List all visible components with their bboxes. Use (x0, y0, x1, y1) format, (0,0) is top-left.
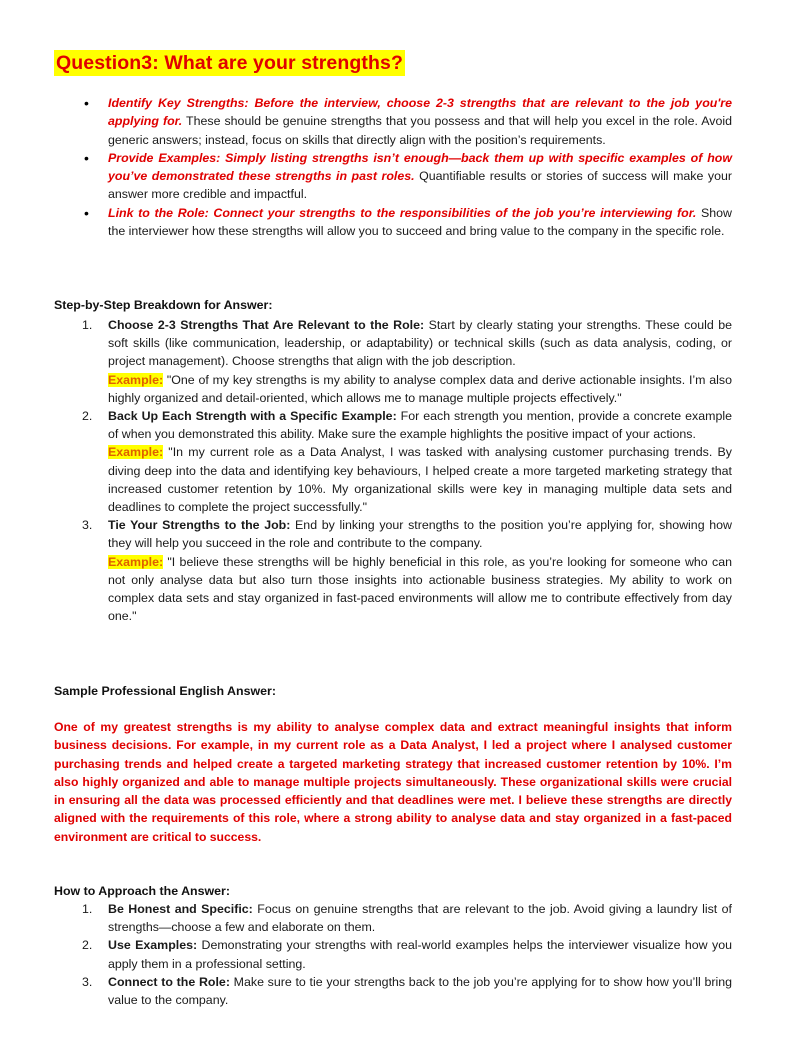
tip-text: These should be genuine strengths that you possess and that will help you excel in the role. Avoid generic answers; instead, focus on skills that directly align with the position’s requirements. (108, 114, 732, 147)
step-lead: Choose 2-3 Strengths That Are Relevant to the Role: (108, 318, 425, 332)
step-lead: Tie Your Strengths to the Job: (108, 518, 291, 533)
step-lead: Back Up Each Strength with a Specific Example: (108, 409, 397, 424)
step-number: 2. (82, 938, 93, 953)
step-lead: Be Honest and Specific: (108, 902, 253, 916)
step-text: Demonstrating your strengths with real-world examples helps the interviewer visualize how you apply them in a professional setting. (108, 938, 733, 971)
list-item (84, 94, 732, 149)
list-item (82, 936, 733, 972)
sample-answer-text: One of my greatest strengths is my ability to analyse complex data and extract meaningful insights that inform business decisions. For example, in my current role as a Data Analyst, I led a project where I analysed customer purchasing trends and helped create a targeted marketing strategy that increased customer retention by 10%. I’m also highly organized and able to manage multiple projects simultaneously. These organizational skills were crucial in ensuring all the data was processed efficiently and that deadlines were met. I believe these strengths are directly aligned with the requirements of this role, where a strong ability to analyse data and stay organized in a fast-paced environment are critical to success. (54, 720, 732, 844)
step-number: 3. (82, 518, 93, 533)
example-text: "I believe these strengths will be highly beneficial in this role, as you’re looking for someone who can not only analyse data but also turn those insights into actionable business strategies. My ability to work on complex data sets and stay organized in fast-paced environments will allow me to contribute effectively from day one." (108, 554, 732, 624)
sample-heading: Sample Professional English Answer: (54, 684, 276, 698)
step-number: 1. (82, 318, 93, 332)
approach-steps-list (82, 900, 733, 1009)
step-text: Make sure to tie your strengths back to the job you’re applying for to show how you’ll bring value to the company. (108, 974, 732, 1008)
step-number: 1. (82, 902, 93, 916)
tip-lead: Link to the Role: Connect your strengths to the responsibilities of the job you’re interviewing for. (108, 205, 697, 220)
list-item (82, 900, 732, 936)
example-label: Example: (108, 554, 164, 569)
example-text: "In my current role as a Data Analyst, I was tasked with analysing customer purchasing trends. By diving deep into the data and identifying key behaviours, I helped create a more targeted marketing strategy that increased customer retention by 10%. My organizational skills were key in managing multiple data sets and deadlines to complete the project successfully." (108, 445, 732, 515)
step-text: Start by clearly stating your strengths. These could be soft skills (like communication, leadership, or adaptability) or technical skills (such as data analysis, coding, or project management). Choose strengths that align with the job description. (108, 318, 732, 369)
tip-lead: Identify Key Strengths: Before the interview, choose 2-3 strengths that are relevant to the job you're applying for. (108, 96, 732, 129)
strengths-tips-list (84, 94, 732, 240)
approach-heading: How to Approach the Answer: (54, 884, 230, 898)
list-item (84, 204, 732, 241)
bullet-icon: • (84, 204, 89, 221)
tip-text: Show the interviewer how these strengths will allow you to succeed and bring value to the company in the specific role. (108, 205, 732, 239)
list-item (82, 516, 732, 625)
step-number: 3. (82, 974, 93, 989)
step-text: Focus on genuine strengths that are relevant to the job. Avoid giving a laundry list of strengths—choose a few and elaborate on them. (108, 902, 732, 935)
list-item (82, 973, 732, 1009)
breakdown-steps-list (82, 316, 732, 625)
list-item (82, 316, 732, 407)
step-text: For each strength you mention, provide a concrete example of when you demonstrated this ability. Make sure the example highlights the positive impact of your actions. (108, 409, 732, 442)
step-number: 2. (82, 409, 93, 424)
breakdown-heading: Step-by-Step Breakdown for Answer: (54, 298, 273, 312)
step-lead: Connect to the Role: (108, 974, 230, 989)
example-label: Example: (108, 372, 164, 387)
list-item (84, 149, 732, 204)
bullet-icon: • (84, 95, 89, 111)
tip-lead: Provide Examples: Simply listing strengths isn’t enough—back them up with specific examples of how you’ve demonstrated these strengths in past roles. (108, 150, 732, 184)
example-text: "One of my key strengths is my ability to analyse complex data and derive actionable insights. I’m also highly organized and detail-oriented, which allows me to manage multiple projects effectively." (108, 372, 732, 405)
example-label: Example: (108, 445, 164, 460)
bullet-icon: • (84, 149, 89, 166)
page-title: Question3: What are your strengths? (56, 52, 403, 74)
tip-text: Quantifiable results or stories of success will make your answer more credible and impactful. (108, 169, 732, 202)
step-lead: Use Examples: (108, 938, 198, 953)
step-text: End by linking your strengths to the position you’re applying for, showing how they will help you succeed in the role and contribute to the company. (108, 518, 732, 551)
list-item (82, 407, 732, 516)
